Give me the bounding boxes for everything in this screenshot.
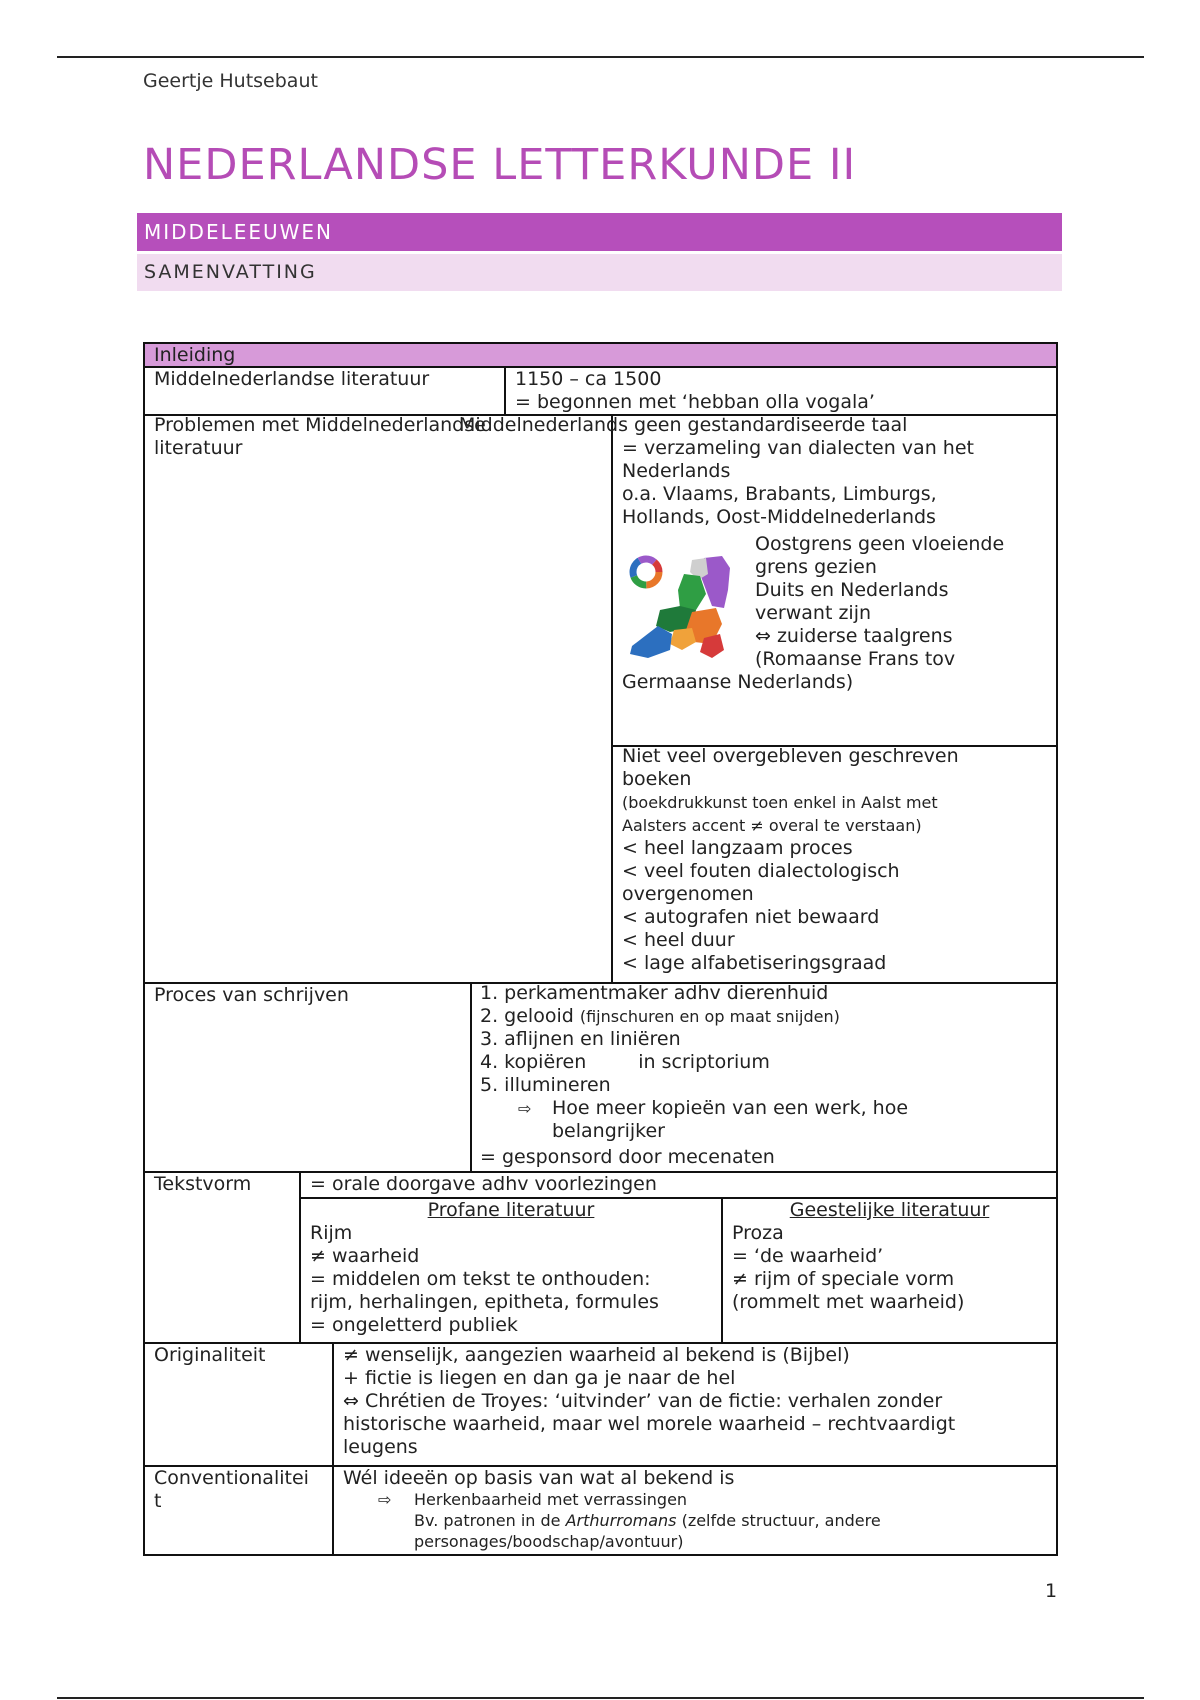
row6-sub-emphasis: Arthurromans bbox=[565, 1511, 677, 1530]
donut-legend-icon bbox=[633, 559, 659, 585]
row3-steps bbox=[480, 982, 840, 1097]
row3-step-note: (fijnschuren en op maat snijden) bbox=[579, 1007, 840, 1026]
row6-sub bbox=[378, 1489, 881, 1552]
row2-map-line: (Romaanse Frans tov bbox=[755, 648, 956, 670]
row2-label-line: literatuur bbox=[154, 437, 243, 459]
row4-label-cell bbox=[143, 1171, 301, 1344]
row2-map-line: Duits en Nederlands bbox=[755, 579, 949, 601]
row3-step: 4. kopiëren bbox=[480, 1051, 587, 1073]
spiritual-line: ≠ rijm of speciale vorm bbox=[732, 1268, 955, 1290]
row2-reason: < heel duur bbox=[622, 929, 735, 951]
profane-line: ≠ waarheid bbox=[310, 1245, 420, 1267]
row3-step: 2. gelooid bbox=[480, 1005, 574, 1027]
row6-sub-text: Bv. patronen in de bbox=[414, 1511, 566, 1530]
row1-label: Middelnederlandse literatuur bbox=[154, 368, 430, 390]
profane-line: = ongeletterd publiek bbox=[310, 1314, 518, 1336]
row2-reason: < heel langzaam proces bbox=[622, 837, 853, 859]
row4-profane-cell bbox=[299, 1197, 723, 1344]
row3-step-note: in scriptorium bbox=[638, 1051, 770, 1073]
row5-line: ⇔ Chrétien de Troyes: ‘uitvinder’ van de fictie: verhalen zonder bbox=[343, 1390, 943, 1412]
row2-bottom-note: (boekdrukkunst toen enkel in Aalst met bbox=[622, 793, 938, 812]
row3-step: 3. aflijnen en liniëren bbox=[480, 1028, 681, 1050]
row2-label bbox=[154, 414, 486, 460]
row2-map-line: verwant zijn bbox=[755, 602, 872, 624]
row5-line: + fictie is liegen en dan ga je naar de hel bbox=[343, 1367, 736, 1389]
row6-label-line: t bbox=[154, 1490, 162, 1512]
section-band-middeleeuwen: MIDDELEEUWEN bbox=[137, 213, 1062, 251]
row2-map-line: Oostgrens geen vloeiende bbox=[755, 533, 1005, 555]
row4-oral-cell bbox=[299, 1171, 1058, 1199]
author-name: Geertje Hutsebaut bbox=[143, 70, 318, 92]
row4-oral: = orale doorgave adhv voorlezingen bbox=[310, 1173, 657, 1195]
row2-bottom-text bbox=[622, 745, 959, 975]
dialect-map-image bbox=[626, 550, 744, 664]
row3-conclusion bbox=[518, 1097, 908, 1143]
row2-after-map-line: Germaanse Nederlands) bbox=[622, 671, 854, 693]
row2-map-line: grens gezien bbox=[755, 556, 877, 578]
row5-line: historische waarheid, maar wel morele waarheid – rechtvaardigt bbox=[343, 1413, 956, 1435]
row2-top-line: Nederlands bbox=[622, 460, 731, 482]
row2-label-line: Problemen met Middelnederlandse bbox=[154, 414, 486, 436]
row4-label: Tekstvorm bbox=[154, 1173, 252, 1195]
row2-top-first-line: Middelnederlands geen gestandardiseerde taal bbox=[459, 414, 908, 436]
table-heading-label: Inleiding bbox=[154, 344, 236, 366]
row6-sub-line: Herkenbaarheid met verrassingen bbox=[414, 1490, 688, 1509]
row6-sub-text: (zelfde structuur, andere bbox=[676, 1511, 881, 1530]
row6-label-cell bbox=[143, 1465, 334, 1556]
row5-content-cell bbox=[332, 1342, 1058, 1467]
spiritual-heading: Geestelijke literatuur bbox=[789, 1199, 990, 1221]
row3-sponsor: = gesponsord door mecenaten bbox=[480, 1146, 775, 1168]
spiritual-line: (rommelt met waarheid) bbox=[732, 1291, 965, 1313]
page-title: NEDERLANDSE LETTERKUNDE II bbox=[143, 140, 857, 190]
row6-sub-line: personages/boodschap/avontuur) bbox=[414, 1532, 684, 1551]
row2-label-cell bbox=[143, 414, 613, 984]
row5-label-cell bbox=[143, 1342, 334, 1467]
row1-content-cell bbox=[504, 366, 1058, 416]
row2-bottom-line: boeken bbox=[622, 768, 692, 790]
row4-spiritual-cell bbox=[721, 1197, 1058, 1344]
row6-label-line: Conventionalitei bbox=[154, 1467, 309, 1489]
row2-bottom-note: Aalsters accent ≠ overal te verstaan) bbox=[622, 816, 922, 835]
row1-line: 1150 – ca 1500 bbox=[515, 368, 662, 390]
row2-bottom-line: Niet veel overgebleven geschreven bbox=[622, 745, 959, 767]
profane-heading: Profane literatuur bbox=[427, 1199, 595, 1221]
row3-label: Proces van schrijven bbox=[154, 984, 349, 1006]
row5-line: ≠ wenselijk, aangezien waarheid al bekend is (Bijbel) bbox=[343, 1344, 850, 1366]
profane-line: Rijm bbox=[310, 1222, 353, 1244]
profane-line: = middelen om tekst te onthouden: bbox=[310, 1268, 651, 1290]
row5-line: leugens bbox=[343, 1436, 418, 1458]
page-number: 1 bbox=[1045, 1580, 1058, 1602]
spiritual-line: = ‘de waarheid’ bbox=[732, 1245, 884, 1267]
top-rule bbox=[57, 56, 1144, 58]
row2-map-text bbox=[755, 533, 1004, 671]
row3-conclusion-line: belangrijker bbox=[552, 1120, 665, 1142]
row2-top-line: = verzameling van dialecten van het bbox=[622, 437, 974, 459]
bottom-rule bbox=[57, 1697, 1144, 1699]
section-band-samenvatting: SAMENVATTING bbox=[137, 254, 1062, 291]
row3-label-cell bbox=[143, 982, 472, 1173]
profane-line: rijm, herhalingen, epitheta, formules bbox=[310, 1291, 659, 1313]
table-heading bbox=[143, 342, 1058, 368]
row2-map-line: ⇔ zuiderse taalgrens bbox=[755, 625, 953, 647]
row3-step: 1. perkamentmaker adhv dierenhuid bbox=[480, 982, 829, 1004]
row2-reason: < veel fouten dialectologisch bbox=[622, 860, 900, 882]
row2-reason: < lage alfabetiseringsgraad bbox=[622, 952, 887, 974]
row2-top-line: Hollands, Oost-Middelnederlands bbox=[622, 506, 936, 528]
row3-step: 5. illumineren bbox=[480, 1074, 611, 1096]
spiritual-line: Proza bbox=[732, 1222, 784, 1244]
row2-top-text bbox=[622, 437, 974, 529]
row3-conclusion-line: Hoe meer kopieën van een werk, hoe bbox=[552, 1097, 909, 1119]
row2-top-line: o.a. Vlaams, Brabants, Limburgs, bbox=[622, 483, 937, 505]
row1-label-cell bbox=[143, 366, 506, 416]
row1-line: = begonnen met ‘hebban olla vogala’ bbox=[515, 391, 875, 413]
row2-reason: < autografen niet bewaard bbox=[622, 906, 880, 928]
arrow-right-icon: ⇨ bbox=[518, 1099, 532, 1118]
row5-label: Originaliteit bbox=[154, 1344, 266, 1366]
row2-reason: overgenomen bbox=[622, 883, 754, 905]
row6-first-line: Wél ideeën op basis van wat al bekend is bbox=[343, 1467, 735, 1489]
arrow-right-icon: ⇨ bbox=[378, 1490, 392, 1509]
